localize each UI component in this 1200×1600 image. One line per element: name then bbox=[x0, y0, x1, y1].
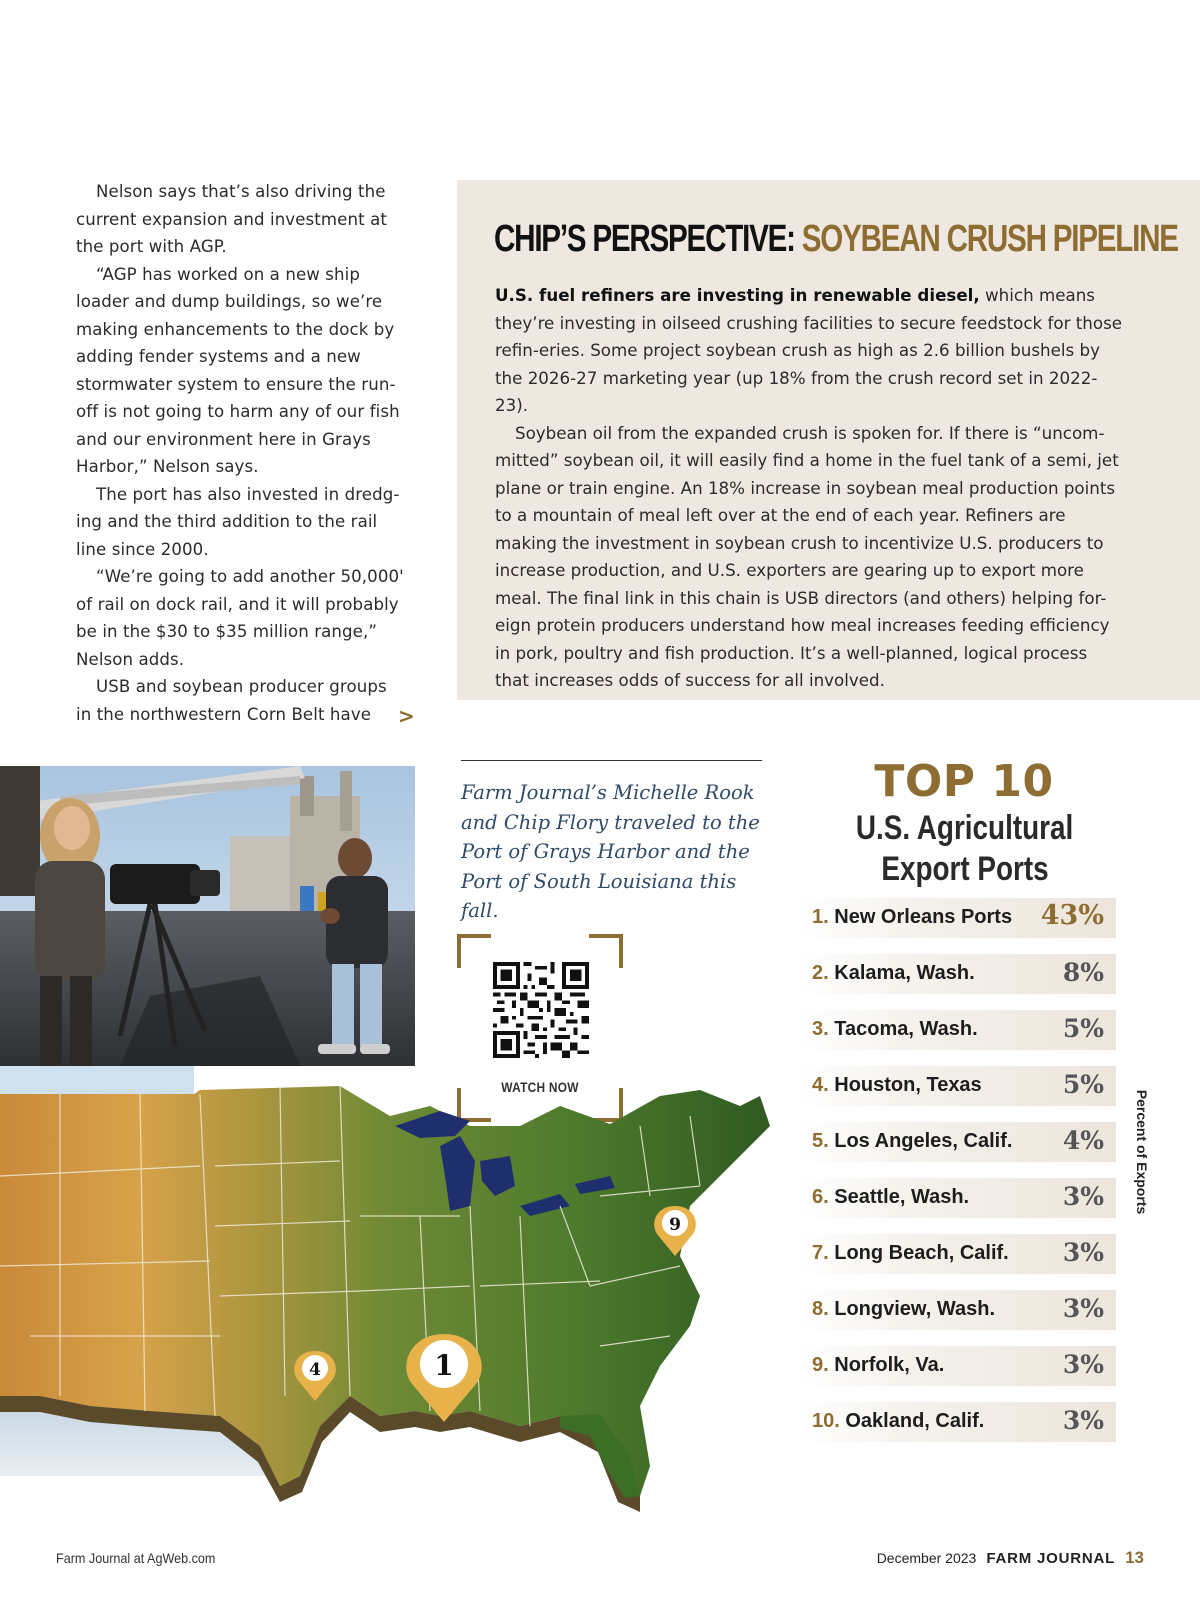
port-rank: 6. bbox=[812, 1186, 829, 1208]
percent-of-exports-label bbox=[1132, 1089, 1152, 1215]
port-name-cell bbox=[812, 906, 1012, 929]
chip-lead-rest: which means they’re investing in oilseed crushing facilities to secure feedstock for those refin-eries. Some project soybean crush as high as 2.6 billion bushels by the 2026-27 marketing year (up 18% from the crush record set in 2022-23). bbox=[495, 285, 1123, 415]
article-paragraph: The port has also invested in dredg-ing and the third addition to the rail line since 2000. bbox=[76, 484, 400, 559]
chips-perspective-body bbox=[495, 282, 1125, 695]
caption-rule bbox=[461, 760, 762, 761]
map-pin-9-label: 9 bbox=[669, 1215, 681, 1235]
us-map bbox=[0, 1066, 780, 1546]
port-row bbox=[800, 1066, 1116, 1106]
port-row bbox=[800, 1122, 1116, 1162]
port-rank: 8. bbox=[812, 1298, 829, 1320]
port-name-cell bbox=[812, 1410, 984, 1433]
chips-perspective-box bbox=[457, 180, 1200, 700]
port-name: Seattle, Wash. bbox=[834, 1186, 970, 1208]
ports-list bbox=[800, 898, 1116, 1458]
port-name-cell bbox=[812, 1074, 982, 1097]
watch-now-label[interactable]: WATCH NOW bbox=[501, 1079, 579, 1095]
port-rank: 2. bbox=[812, 962, 829, 984]
port-name: Kalama, Wash. bbox=[834, 962, 975, 984]
title-gold-part: SOYBEAN CRUSH PIPELINE bbox=[801, 218, 1178, 260]
port-percent: 5% bbox=[1062, 1070, 1104, 1099]
port-name-cell bbox=[812, 1018, 978, 1041]
percent-of-exports-text: Percent of Exports bbox=[1134, 1089, 1150, 1215]
port-name-cell bbox=[812, 962, 975, 985]
port-name: Oakland, Calif. bbox=[845, 1410, 985, 1432]
port-rank: 5. bbox=[812, 1130, 829, 1152]
port-name: Long Beach, Calif. bbox=[834, 1242, 1009, 1264]
port-rank: 1. bbox=[812, 906, 829, 928]
port-name-cell bbox=[812, 1298, 995, 1321]
port-name: Houston, Texas bbox=[834, 1074, 982, 1096]
continue-arrow-icon: > bbox=[398, 704, 415, 728]
port-row bbox=[800, 1290, 1116, 1330]
chip-paragraph-2: Soybean oil from the expanded crush is spoken for. If there is “uncom-mitted” soybean oil, it will easily find a home in the fuel tank of a semi, jet plane or train engine. An 18% increase in soybean meal production points to a mountain of meal left over at the end of each year. Refiners are making the investment in soybean crush to incentivize U.S. producers to increase production, and U.S. exporters are gearing up to export more meal. The final link in this chain is USB directors (and others) helping for-eign protein producers understand how meal increases feeding efficiency in pork, poultry and fish production. It’s a well-planned, logical process that increases odds of success for all involved. bbox=[495, 422, 1119, 690]
port-row bbox=[800, 1178, 1116, 1218]
port-row bbox=[800, 1234, 1116, 1274]
port-name: New Orleans Ports bbox=[834, 906, 1013, 928]
port-name-cell bbox=[812, 1186, 969, 1209]
port-percent: 3% bbox=[1062, 1406, 1104, 1435]
article-paragraph: Nelson says that’s also driving the current expansion and investment at the port with AGP. bbox=[76, 182, 387, 256]
article-paragraph: “AGP has worked on a new ship loader and dump buildings, so we’re making enhancements to the dock by adding fender systems and a new stormwater system to ensure the run-off is not going to harm any of our fish and our environment here in Grays Harbor,” Nelson says. bbox=[76, 264, 400, 476]
chips-perspective-title bbox=[494, 218, 1178, 261]
port-rank: 7. bbox=[812, 1242, 829, 1264]
port-row bbox=[800, 898, 1116, 938]
port-percent: 3% bbox=[1062, 1182, 1104, 1211]
port-name: Norfolk, Va. bbox=[834, 1354, 945, 1376]
port-percent: 3% bbox=[1062, 1350, 1104, 1379]
chip-paragraph-1 bbox=[495, 282, 1125, 420]
port-name: Longview, Wash. bbox=[834, 1298, 996, 1320]
footer-website: Farm Journal at AgWeb.com bbox=[56, 1550, 216, 1566]
port-percent: 3% bbox=[1062, 1238, 1104, 1267]
article-column bbox=[76, 178, 406, 728]
map-pin-1-label: 1 bbox=[434, 1349, 454, 1382]
interview-photo-illustration bbox=[0, 766, 415, 1066]
port-name-cell bbox=[812, 1354, 944, 1377]
footer-right bbox=[877, 1548, 1144, 1568]
map-pin-4-label: 4 bbox=[309, 1360, 321, 1380]
top10-subtitle-line2: Export Ports bbox=[881, 850, 1049, 888]
port-rank: 9. bbox=[812, 1354, 829, 1376]
port-rank: 10. bbox=[812, 1410, 840, 1432]
title-dark-part: CHIP’S PERSPECTIVE: bbox=[494, 218, 802, 260]
port-percent: 3% bbox=[1062, 1294, 1104, 1323]
port-row bbox=[800, 954, 1116, 994]
port-percent: 8% bbox=[1062, 958, 1104, 987]
port-rank: 4. bbox=[812, 1074, 829, 1096]
port-name-cell bbox=[812, 1242, 1009, 1265]
qr-code-icon[interactable] bbox=[493, 962, 589, 1058]
port-rank: 3. bbox=[812, 1018, 829, 1040]
footer-date: December 2023 bbox=[876, 1550, 977, 1566]
top10-title: TOP 10 bbox=[874, 756, 1054, 807]
port-row bbox=[800, 1346, 1116, 1386]
port-row bbox=[800, 1402, 1116, 1442]
article-paragraph: “We’re going to add another 50,000' of rail on dock rail, and it will probably be in the $30 to $35 million range,” Nelson adds. bbox=[76, 567, 404, 669]
footer-brand: FARM JOURNAL bbox=[986, 1550, 1116, 1567]
port-name: Tacoma, Wash. bbox=[834, 1018, 978, 1040]
interview-photo bbox=[0, 766, 415, 1066]
port-percent: 5% bbox=[1062, 1014, 1104, 1043]
chip-lead-bold: U.S. fuel refiners are investing in renewable diesel, bbox=[495, 285, 980, 305]
port-percent: 43% bbox=[1040, 900, 1104, 931]
port-name-cell bbox=[812, 1130, 1012, 1153]
port-name: Los Angeles, Calif. bbox=[834, 1130, 1013, 1152]
top10-subtitle bbox=[830, 808, 1100, 890]
article-paragraph: USB and soybean producer groups in the northwestern Corn Belt have bbox=[76, 677, 387, 724]
frame-corner bbox=[589, 934, 623, 968]
top10-subtitle-line1: U.S. Agricultural bbox=[856, 809, 1074, 847]
port-row bbox=[800, 1010, 1116, 1050]
photo-caption: Farm Journal’s Michelle Rook and Chip Flory traveled to the Port of Grays Harbor and the Port of South Louisiana this fall. bbox=[461, 781, 760, 922]
us-map-illustration bbox=[0, 1066, 780, 1546]
port-percent: 4% bbox=[1062, 1126, 1104, 1155]
frame-corner bbox=[457, 934, 491, 968]
page-number: 13 bbox=[1125, 1548, 1144, 1567]
